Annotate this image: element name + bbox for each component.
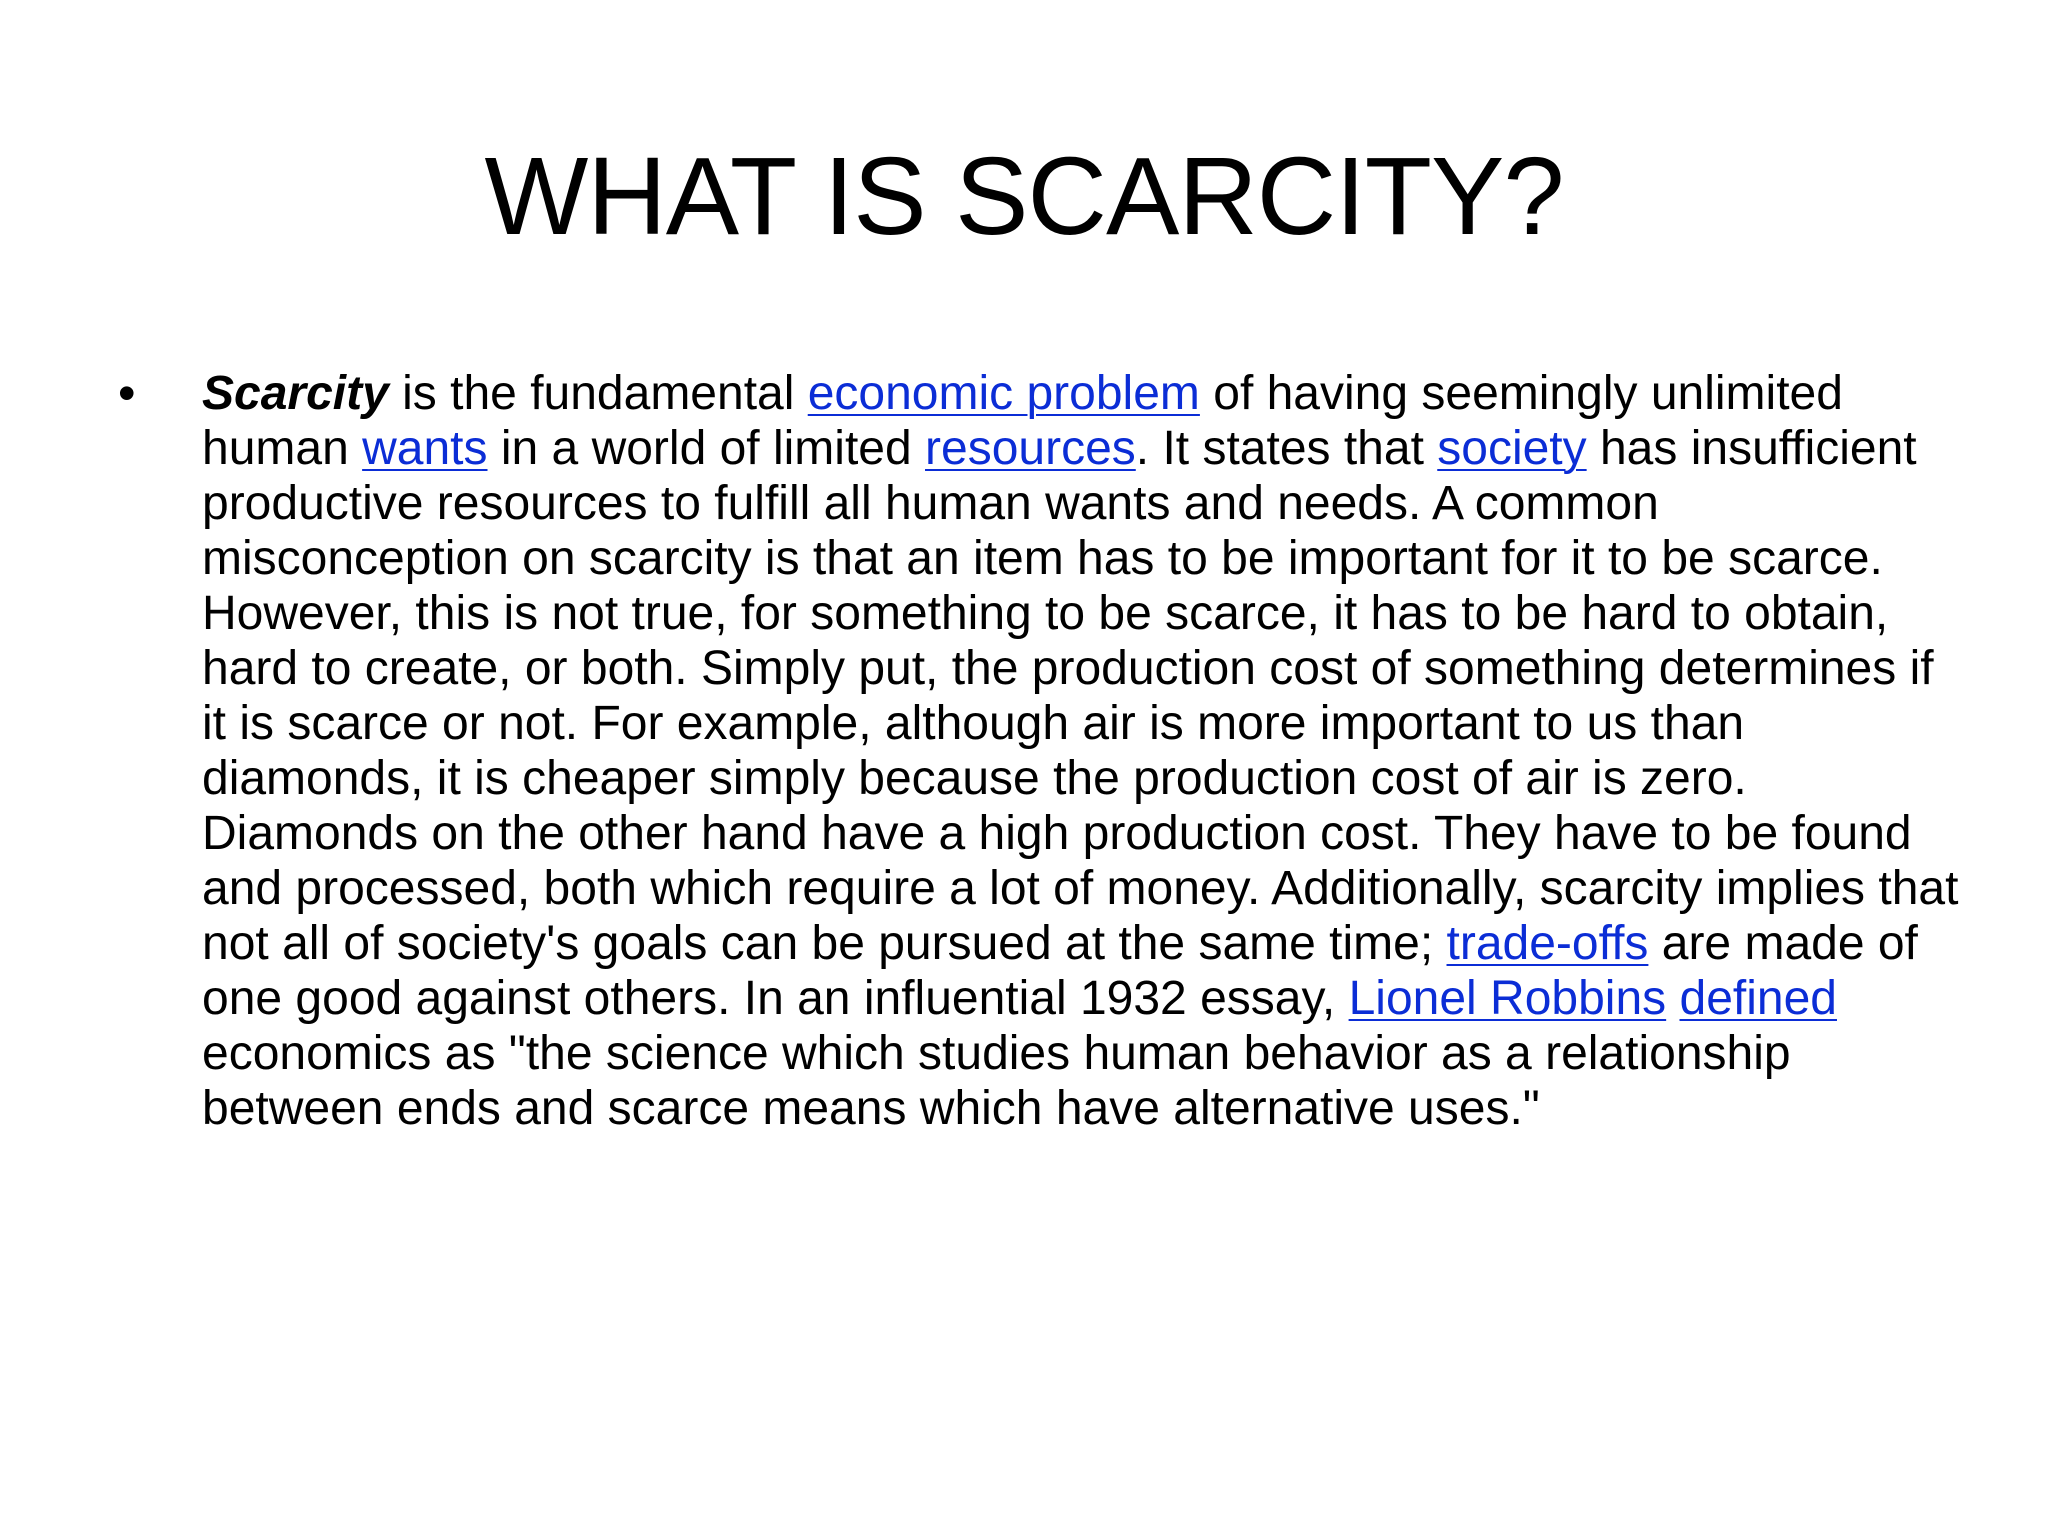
text-segment: has insufficient productive resources to fulfill all human wants and needs. A common misconception on scarcity is that an item has to be important for it to be scarce. However, this is not true, for something to be scarce, it has to be hard to obtain, hard to create, or both. Simply put, the production cost of something determines if it is scarce or not. For example, although air is more important to us than diamonds, it is cheaper simply because the production cost of air is zero. Diamonds on the other hand have a high production cost. They have to be found and processed, both which require a lot of money. Additionally, scarcity implies that not all of society's goals can be pursued at the same time; [202, 422, 1959, 970]
slide-content [118, 366, 1968, 1136]
definition-paragraph [202, 366, 1962, 1136]
link-society[interactable]: society [1437, 422, 1587, 475]
text-segment: of having seemingly unlimited human [202, 367, 1843, 475]
link-wants[interactable]: wants [362, 422, 488, 475]
slide-title: WHAT IS SCARCITY? [484, 135, 1564, 258]
link-economic-problem[interactable]: economic problem [807, 367, 1200, 420]
text-segment: is the fundamental [388, 367, 808, 420]
link-resources[interactable]: resources [925, 422, 1136, 475]
text-segment: in a world of limited [487, 422, 926, 475]
text-segment: are made of one good against others. In an influential 1932 essay, [202, 917, 1918, 1025]
text-segment: . It states that [1135, 422, 1438, 475]
link-defined[interactable]: defined [1679, 972, 1837, 1025]
link-lionel-robbins[interactable]: Lionel Robbins [1348, 972, 1667, 1025]
text-segment: economics as "the science which studies human behavior as a relationship between ends and scarce means which have alternative uses." [202, 1027, 1791, 1135]
bullet-icon: • [118, 365, 136, 421]
link-trade-offs[interactable]: trade-offs [1446, 917, 1649, 970]
term-scarcity: Scarcity [202, 367, 389, 420]
text-segment [1666, 972, 1679, 1025]
bullet-item [118, 366, 1968, 1136]
